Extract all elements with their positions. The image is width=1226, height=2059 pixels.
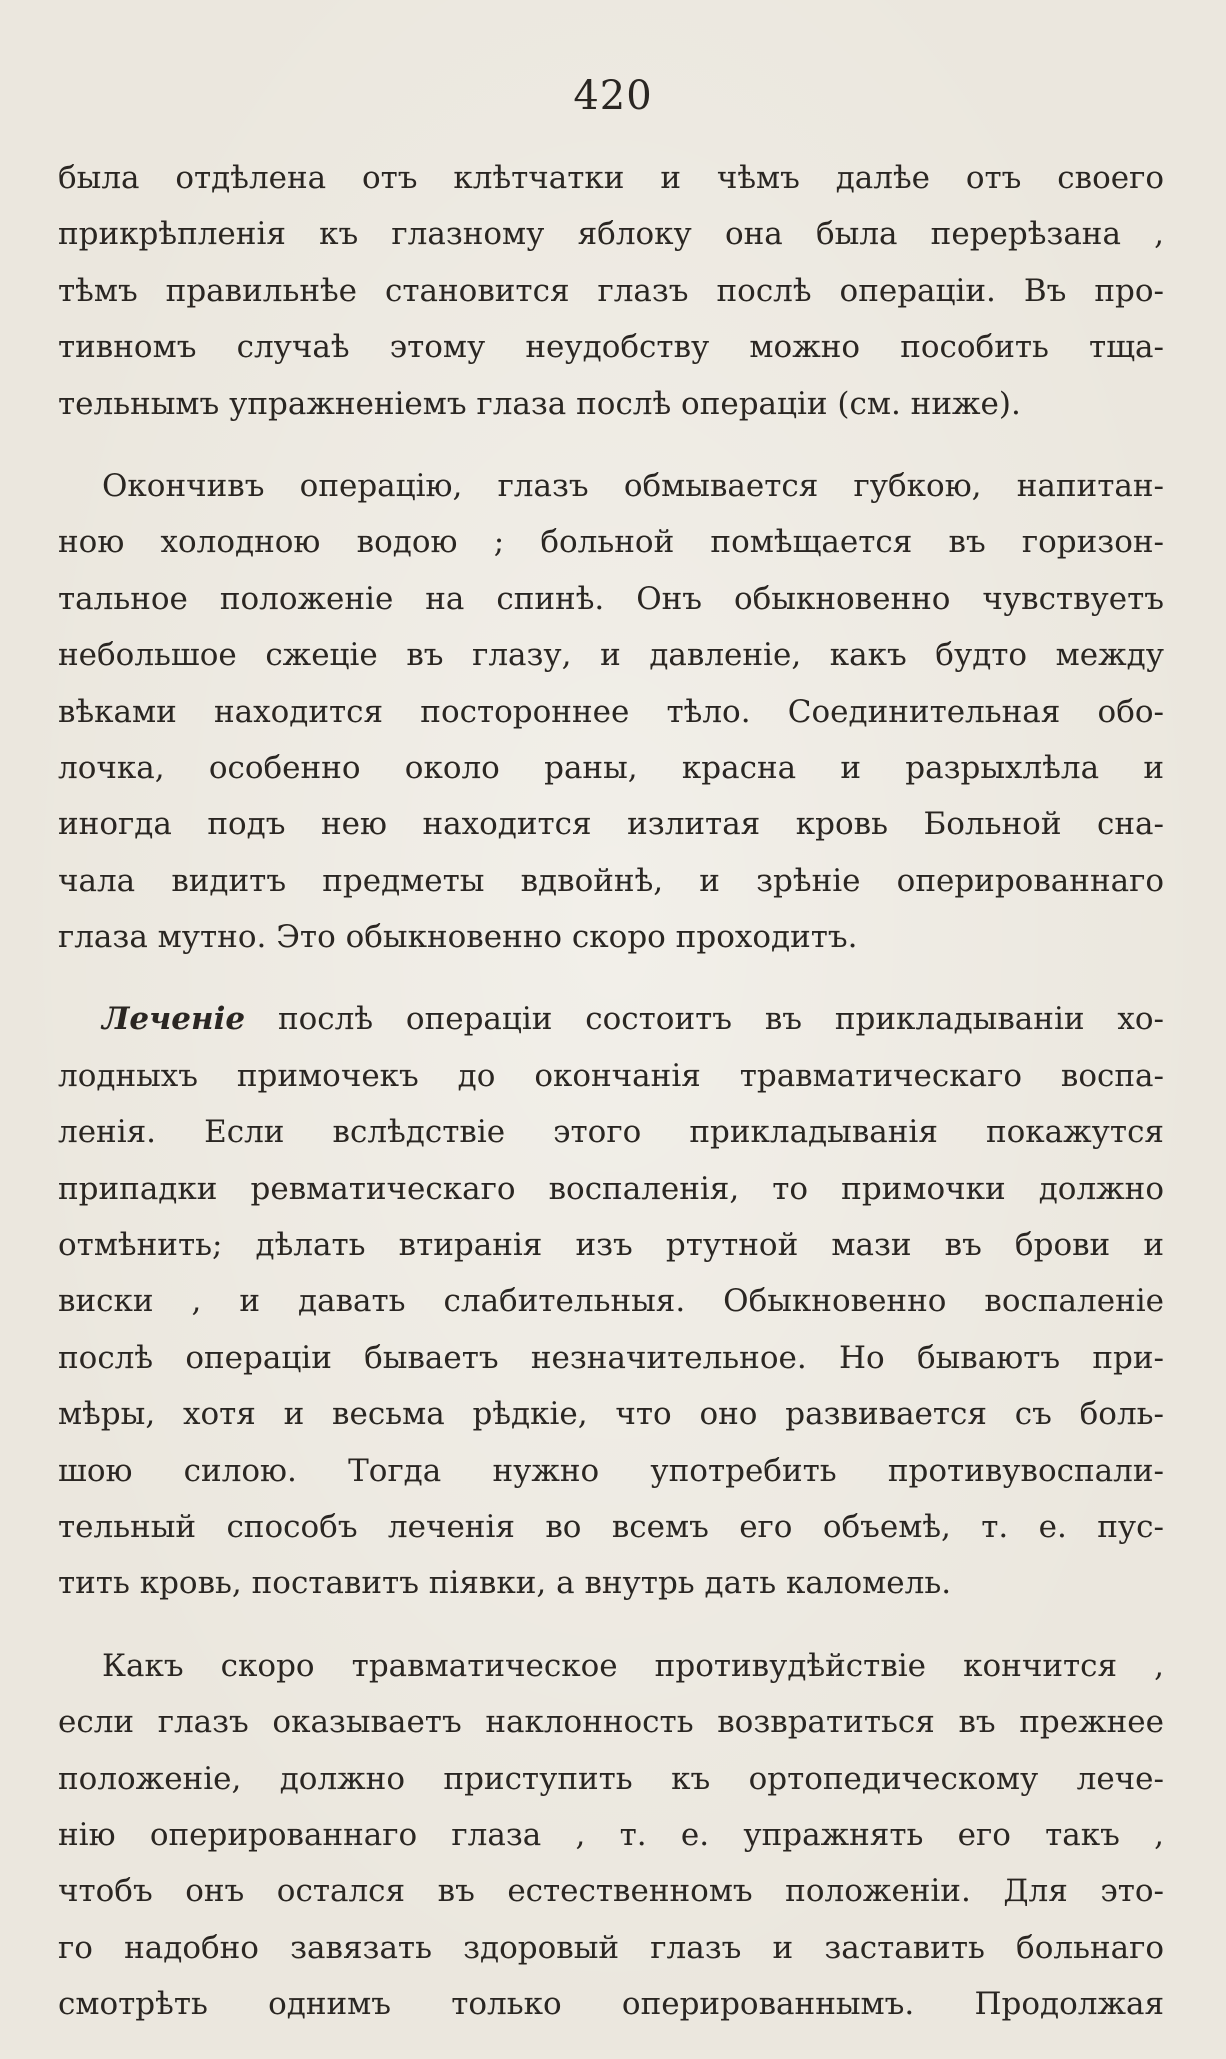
text-line: ленія. Если вслѣдствіе этого прикладыванія покажутся: [58, 1114, 1164, 1151]
text-line: тѣмъ правильнѣе становится глазъ послѣ операціи. Въ про-: [58, 272, 1164, 309]
text-line: нію оперированнаго глаза , т. е. упражнять его такъ ,: [58, 1816, 1164, 1853]
text-line: чтобъ онъ остался въ естественномъ положеніи. Для это-: [58, 1873, 1164, 1910]
text-line: Какъ скоро травматическое противудѣйствіе кончится ,: [102, 1647, 1164, 1684]
text-line: мѣры, хотя и весьма рѣдкіе, что оно развивается съ боль-: [58, 1396, 1164, 1433]
text-line: лочка, особенно около раны, красна и разрыхлѣла и: [58, 749, 1164, 786]
text-line: прикрѣпленія къ глазному яблоку она была перерѣзана ,: [58, 216, 1164, 253]
text-line-rest: послѣ операціи состоитъ въ прикладываніи хо-: [277, 1001, 1164, 1038]
paragraph-3: [58, 991, 1164, 1611]
text-line: лодныхъ примочекъ до окончанія травматическаго воспа-: [58, 1057, 1164, 1094]
text-line: небольшое сжеціе въ глазу, и давленіе, какъ будто между: [58, 637, 1164, 674]
text-line: го надобно завязать здоровый глазъ и заставить больнаго: [58, 1929, 1164, 1966]
text-line: положеніе, должно приступить къ ортопедическому лече-: [58, 1760, 1164, 1797]
text-line: тельный способъ леченія во всемъ его объемѣ, т. е. пус-: [58, 1508, 1164, 1545]
text-line: если глазъ оказываетъ наклонность возвратиться въ прежнее: [58, 1704, 1164, 1741]
page-number: 420: [573, 73, 653, 119]
text-line: [58, 991, 1164, 1047]
text-line: была отдѣлена отъ клѣтчатки и чѣмъ далѣе отъ своего: [58, 160, 1164, 196]
text-line: вѣками находится постороннее тѣло. Соединительная обо-: [58, 693, 1164, 730]
text-line: тить кровь, поставитъ піявки, а внутрь дать каломель.: [58, 1565, 952, 1602]
text-line: тивномъ случаѣ этому неудобству можно пособить тща-: [58, 329, 1164, 366]
body-text: [58, 150, 1164, 2059]
text-line: тальное положеніе на спинѣ. Онъ обыкновенно чувствуетъ: [58, 580, 1164, 617]
paragraph-4: [58, 1638, 1164, 2033]
text-line: послѣ операціи бываетъ незначительное. Но бываютъ при-: [58, 1339, 1164, 1376]
text-line: чала видитъ предметы вдвойнѣ, и зрѣніе оперированнаго: [58, 862, 1164, 899]
text-line: тельнымъ упражненіемъ глаза послѣ операціи (см. ниже).: [58, 385, 1021, 422]
text-line: иногда подъ нею находится излитая кровь Больной сна-: [58, 806, 1164, 843]
text-line: глаза мутно. Это обыкновенно скоро проходитъ.: [58, 919, 858, 956]
text-line: припадки ревматическаго воспаленія, то примочки должно: [58, 1170, 1164, 1207]
paragraph-1: [58, 150, 1164, 432]
text-line: смотрѣть однимъ только оперированнымъ. Продолжая: [58, 1986, 1164, 2023]
text-line: отмѣнить; дѣлать втиранія изъ ртутной мази въ брови и: [58, 1227, 1164, 1264]
text-line: виски , и давать слабительныя. Обыкновенно воспаленіе: [58, 1283, 1164, 1320]
italic-term: Леченіе: [102, 1001, 246, 1038]
text-line: ною холодною водою ; больной помѣщается въ горизон-: [58, 524, 1164, 561]
text-line: Окончивъ операцію, глазъ обмывается губкою, напитан-: [102, 467, 1164, 504]
paragraph-2: [58, 458, 1164, 966]
text-line: шою силою. Тогда нужно употребить противувоспали-: [58, 1452, 1164, 1489]
